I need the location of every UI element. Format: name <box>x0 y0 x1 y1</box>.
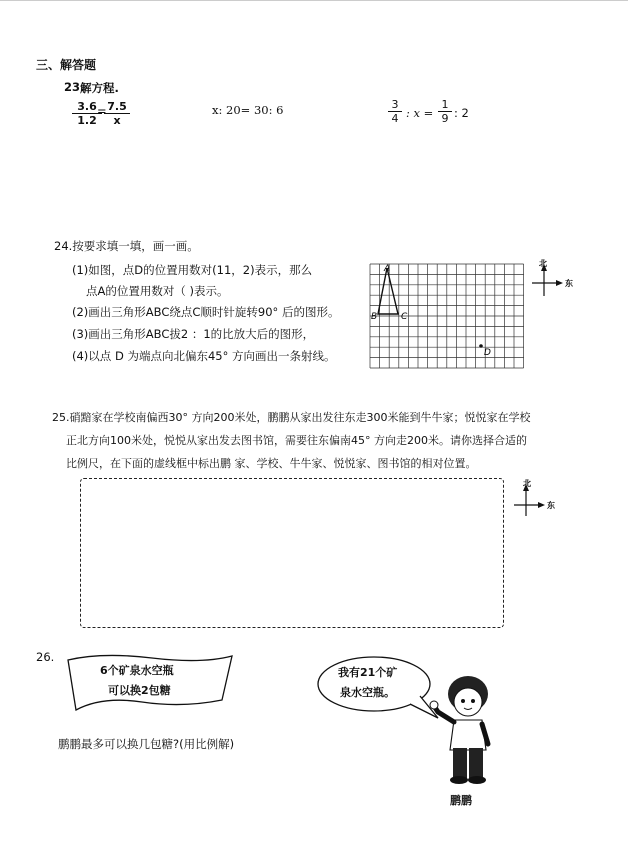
point-a-label: A <box>384 264 391 274</box>
q26-question: 鹏鹏最多可以换几包糖?(用比例解) <box>58 737 235 751</box>
flag-text-line1: 6个矿泉水空瓶 <box>100 664 174 677</box>
q25-line1: 25.硝黯家在学校南偏西30° 方向200米处，鹏鹏从家出发往东走300米能到牛牛家；悦悦家在学校 <box>52 411 531 424</box>
q24-compass-east: 东 <box>565 279 573 288</box>
point-c-label: C <box>401 312 408 322</box>
eq3-den2: 9 <box>441 112 449 125</box>
top-border <box>0 0 628 1</box>
boy-illustration <box>424 672 504 790</box>
section-title: 三、解答题 <box>36 58 97 72</box>
eq3-mid: : x = <box>406 106 434 120</box>
eq3-fraction-a <box>388 98 402 125</box>
q25-compass-icon <box>512 478 560 518</box>
q24-line2: 点A的位置用数对（ )表示。 <box>86 284 229 298</box>
q26-label: 26. <box>36 650 55 664</box>
eq1-den: 1.2 <box>77 114 97 127</box>
q24-compass-icon <box>530 258 578 298</box>
q25-compass-north: 北 <box>523 479 531 488</box>
eq3-tail: : 2 <box>454 106 469 120</box>
flag-text-line2: 可以换2包糖 <box>108 684 171 697</box>
q24-grid <box>368 262 528 370</box>
eq3-fraction-b <box>438 98 452 125</box>
eq1-num: 3.6 <box>72 100 102 114</box>
point-d-label: D <box>484 348 491 358</box>
q23-title: 解方程. <box>80 81 119 95</box>
q25-compass-east: 东 <box>547 501 555 510</box>
triangle-abc <box>378 268 398 314</box>
point-b-label: B <box>371 312 378 322</box>
q24-line5: (4)以点 D 为端点向北偏东45° 方向画出一条射线。 <box>72 349 336 363</box>
eq1-equals: = <box>97 104 107 118</box>
q24-line3: (2)画出三角形ABC绕点C顺时针旋转90° 后的图形。 <box>72 305 340 319</box>
q25-line3: 比例尺，在下面的虚线框中标出鹏 家、学校、牛牛家、悦悦家、图书馆的相对位置。 <box>66 457 477 470</box>
eq1-num2: 7.5 <box>104 100 130 114</box>
q23-label: 23. <box>64 80 85 94</box>
eq1-right-fraction <box>104 100 130 127</box>
q24-compass-north: 北 <box>539 259 547 268</box>
eq3-mid-text: x = <box>413 106 434 120</box>
boy-name: 鹏鹏 <box>450 794 472 807</box>
answer-dashed-box[interactable] <box>80 478 504 628</box>
bubble-text-line2: 泉水空瓶。 <box>340 686 395 699</box>
eq3-num2: 1 <box>438 98 452 112</box>
eq2: x: 20= 30: 6 <box>212 103 284 117</box>
bubble-text-line1: 我有21个矿 <box>338 666 398 679</box>
eq1-den2: x <box>113 114 121 127</box>
grid-lines <box>370 264 524 368</box>
q24-line4: (3)画出三角形ABC拔2 ：1的比放大后的图形， <box>72 327 315 341</box>
eq3-den: 4 <box>391 112 399 125</box>
q25-line2: 正北方向100米处，悦悦从家出发去图书馆，需要往东偏南45° 方向走200米。请你选择合适的 <box>66 434 527 447</box>
q24-title: 24.按要求填一填，画一画。 <box>54 239 199 253</box>
eq3-num: 3 <box>388 98 402 112</box>
point-d <box>479 344 483 348</box>
q24-line1: (1)如图，点D的位置用数对(11，2)表示，那么 <box>72 263 313 277</box>
